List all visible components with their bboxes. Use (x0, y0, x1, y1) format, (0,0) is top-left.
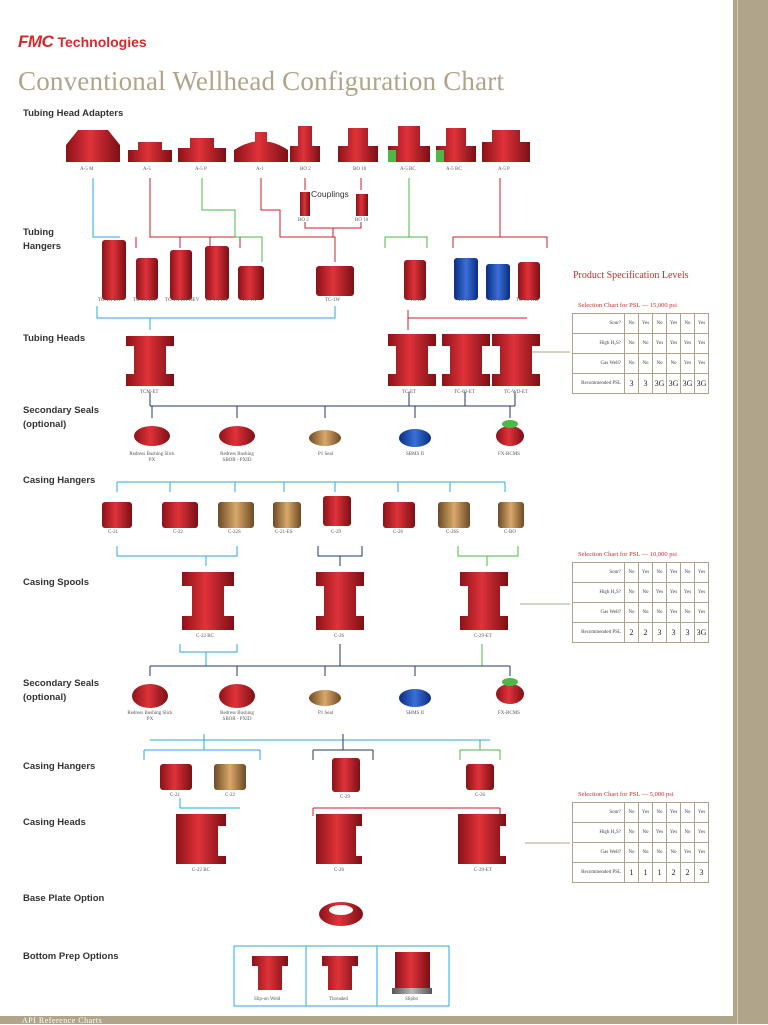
caption-adapter: A-1 (256, 167, 264, 172)
brand-mark: FMC (18, 32, 54, 51)
caption-seal: FX-BCMS (498, 452, 520, 457)
cell: 2 (667, 863, 681, 883)
cell: Yes (639, 563, 653, 583)
cell: Yes (667, 334, 681, 354)
cell: No (625, 603, 639, 623)
cell: No (639, 583, 653, 603)
caption-seal: Redress Bushing Slick PX (129, 452, 175, 463)
psl-title: Product Specification Levels (573, 270, 689, 281)
caption-adapter: BO 2 (300, 167, 311, 172)
caption-casing-hanger: C-22 (173, 530, 183, 535)
caption-casing-hanger-b: C-21 (170, 793, 180, 798)
footer-text: API Reference Charts (22, 1016, 103, 1025)
caption-casing-hanger: C-29 (331, 530, 341, 535)
caption-tubing-hanger: TC-1A-EN-HEV (165, 298, 200, 303)
cell: No (639, 843, 653, 863)
caption-tubing-hanger: TC-BC (458, 298, 473, 303)
label-tubing-heads: Tubing Heads (23, 333, 86, 344)
bottom-prep-parts (252, 952, 432, 994)
row-label: Sour? (573, 563, 625, 583)
row-label: Gas Well? (573, 843, 625, 863)
cell: 3G (681, 374, 695, 394)
cell: 2 (639, 623, 653, 643)
tubing-head-row (126, 334, 540, 386)
cell: No (653, 563, 667, 583)
cell: 2 (625, 623, 639, 643)
cell: Yes (695, 334, 709, 354)
label-secondary-seals-b-optional: (optional) (23, 692, 67, 703)
cell: No (681, 563, 695, 583)
caption-tubing-hanger: TC-1A-EN (205, 298, 228, 303)
casing-hanger-row-b (160, 758, 494, 792)
psl-table-10000 (572, 562, 709, 643)
caption-adapter: A-5 BC (400, 167, 416, 172)
caption-adapter: BO 10 (353, 167, 367, 172)
adapter-a5p (178, 138, 226, 162)
cell: Yes (695, 563, 709, 583)
caption-casing-hanger: C-26 (393, 530, 403, 535)
caption-adapter: A-5 P (195, 167, 207, 172)
cell: 3 (667, 623, 681, 643)
row-label: Recommended PSL (573, 863, 625, 883)
cell: 3 (653, 623, 667, 643)
cell: Yes (695, 803, 709, 823)
page-title: Conventional Wellhead Configuration Chart (18, 66, 505, 96)
cell: Yes (667, 823, 681, 843)
cell: Yes (639, 803, 653, 823)
seal-row-a (134, 420, 524, 447)
cell: 3 (625, 374, 639, 394)
cell: No (653, 314, 667, 334)
casing-spool-row (182, 572, 508, 630)
row-label: Sour? (573, 314, 625, 334)
caption-casing-head: C-22 BC (192, 868, 210, 873)
cell: Yes (667, 803, 681, 823)
cell: No (639, 354, 653, 374)
caption-bottom-prep: Slip-on Weld (254, 997, 281, 1002)
cell: No (625, 843, 639, 863)
cell: No (667, 843, 681, 863)
adapter-bo10 (338, 128, 378, 162)
adapter-a1 (234, 132, 288, 162)
label-casing-hangers-b: Casing Hangers (23, 761, 96, 772)
caption-seal: Redress Bushing SBOR - PXID (220, 452, 254, 463)
cell: 3 (681, 623, 695, 643)
caption-casing-hanger: C-21 (108, 530, 118, 535)
cell: 3G (653, 374, 667, 394)
caption-tubing-hanger: TC-1A (242, 298, 257, 303)
caption-casing-head: C-29-ET (474, 868, 492, 873)
cell: No (625, 334, 639, 354)
label-tubing-hangers-2: Hangers (23, 241, 62, 252)
adapter-a5 (128, 142, 172, 162)
caption-tubing-hanger: TC-60 (490, 298, 504, 303)
adapter-a5bc-2 (436, 128, 476, 162)
cell: Yes (653, 823, 667, 843)
brand-word: Technologies (57, 34, 147, 50)
cell: No (639, 334, 653, 354)
cell: No (625, 583, 639, 603)
caption-tubing-hanger: TC-60 WD (516, 298, 539, 303)
caption-tubing-hanger: TC-1A-EN (133, 298, 156, 303)
cell: Yes (639, 314, 653, 334)
caption-adapter: A-5 BC (446, 167, 462, 172)
row-label: Gas Well? (573, 354, 625, 374)
psl-table-title: Selection Chart for PSL — 5,000 psi (578, 791, 674, 798)
cell: No (653, 803, 667, 823)
row-label: Recommended PSL (573, 623, 625, 643)
cell: Yes (695, 823, 709, 843)
psl-table-15000 (572, 313, 709, 394)
cell: 1 (625, 863, 639, 883)
label-casing-spools: Casing Spools (23, 577, 89, 588)
caption-adapter: A-5 P (498, 167, 510, 172)
label-secondary-seals-b: Secondary Seals (23, 678, 100, 689)
cell: Yes (681, 334, 695, 354)
cell: Yes (667, 583, 681, 603)
seal-row-b (132, 678, 524, 708)
base-plate (319, 902, 363, 926)
cell: Yes (667, 603, 681, 623)
cell: No (681, 803, 695, 823)
cell: Yes (667, 563, 681, 583)
cell: Yes (681, 583, 695, 603)
caption-casing-hanger: C-22S (228, 530, 241, 535)
cell: No (625, 803, 639, 823)
label-secondary-seals: Secondary Seals (23, 405, 100, 416)
cell: 1 (639, 863, 653, 883)
caption-casing-head: C-26 (334, 868, 344, 873)
caption-casing-hanger-b: C-26 (475, 793, 485, 798)
cell: No (681, 314, 695, 334)
label-base-plate: Base Plate Option (23, 893, 105, 904)
row-label: High H₂S? (573, 823, 625, 843)
caption-adapter: A-5 (143, 167, 151, 172)
cell: 3G (695, 623, 709, 643)
caption-tubing-hanger: TC-1A-EN (98, 298, 121, 303)
couplings-parts (300, 192, 368, 216)
adapter-bo2 (290, 126, 320, 162)
caption-seal-b: Redress Bushing Slick PX (127, 711, 173, 722)
caption-tubing-head: TCM-ET (140, 390, 159, 395)
cell: No (625, 314, 639, 334)
row-label: Sour? (573, 803, 625, 823)
casing-head-row (176, 814, 506, 864)
label-tubing-head-adapters: Tubing Head Adapters (23, 108, 124, 119)
psl-table-5000 (572, 802, 709, 883)
row-label: High H₂S? (573, 334, 625, 354)
cell: No (681, 823, 695, 843)
caption-seal: SBMS II (406, 452, 424, 457)
cell: Yes (695, 843, 709, 863)
cell: Yes (695, 583, 709, 603)
cell: Yes (667, 314, 681, 334)
caption-tubing-hanger: TC-BC (410, 298, 425, 303)
caption-casing-hanger: C-BO (504, 530, 516, 535)
adapter-a5bc-1 (388, 126, 430, 162)
cell: No (639, 603, 653, 623)
adapter-a5p-2 (482, 130, 530, 162)
caption-casing-spool: C-22 BC (196, 634, 214, 639)
label-casing-hangers: Casing Hangers (23, 475, 96, 486)
cell: Yes (681, 843, 695, 863)
casing-hanger-row-a (102, 496, 524, 528)
caption-casing-hanger: C-26S (446, 530, 459, 535)
cell: No (625, 823, 639, 843)
caption-tubing-head: TC-60-ET (454, 390, 475, 395)
cell: Yes (695, 354, 709, 374)
cell: 1 (653, 863, 667, 883)
label-tubing-hangers-1: Tubing (23, 227, 54, 238)
row-label: High H₂S? (573, 583, 625, 603)
caption-casing-spool: C-29-ET (474, 634, 492, 639)
caption-seal-b: Redress Bushing SBOR - PXID (220, 711, 254, 722)
caption-bottom-prep: Threaded (329, 997, 348, 1002)
caption-seal-b: SBMS II (406, 711, 424, 716)
caption-coupling: BO 2 (298, 218, 309, 223)
cell: No (625, 354, 639, 374)
cell: No (653, 603, 667, 623)
cell: Yes (695, 314, 709, 334)
cell: 3G (695, 374, 709, 394)
caption-casing-hanger-b: C-29 (340, 795, 350, 800)
cell: Yes (653, 583, 667, 603)
cell: Yes (695, 603, 709, 623)
cell: No (639, 823, 653, 843)
cell: No (681, 603, 695, 623)
label-bottom-prep: Bottom Prep Options (23, 951, 119, 962)
cell: No (667, 354, 681, 374)
cell: No (625, 563, 639, 583)
caption-tubing-head: TC-ET (402, 390, 417, 395)
hanger-row (102, 240, 540, 300)
psl-table-title: Selection Chart for PSL — 10,000 psi (578, 551, 677, 558)
caption-bottom-prep: Slipbo (405, 997, 419, 1002)
caption-casing-spool: C-26 (334, 634, 344, 639)
label-casing-heads: Casing Heads (23, 817, 86, 828)
row-label: Recommended PSL (573, 374, 625, 394)
cell: 3 (639, 374, 653, 394)
psl-table-title: Selection Chart for PSL — 15,000 psi (578, 302, 677, 309)
caption-tubing-head: TC-WD-ET (504, 390, 529, 395)
caption-tubing-hanger: TC-1W (325, 298, 341, 303)
cell: 3G (667, 374, 681, 394)
cell: No (653, 843, 667, 863)
adapter-row (66, 126, 530, 162)
caption-casing-hanger-b: C-22 (225, 793, 235, 798)
caption-casing-hanger: C-21-ES (275, 530, 293, 535)
cell: 3 (695, 863, 709, 883)
adapter-a5m (66, 130, 120, 162)
couplings-label: Couplings (311, 189, 349, 199)
cell: Yes (653, 334, 667, 354)
caption-seal: P1 Seal (318, 452, 334, 457)
caption-coupling: BO 10 (355, 218, 369, 223)
caption-seal-b: FX-BCMS (498, 711, 520, 716)
side-band (733, 0, 768, 1024)
label-secondary-seals-optional: (optional) (23, 419, 67, 430)
cell: Yes (681, 354, 695, 374)
caption-adapter: A-5 M (80, 167, 94, 172)
caption-seal-b: P1 Seal (318, 711, 334, 716)
row-label: Gas Well? (573, 603, 625, 623)
cell: 2 (681, 863, 695, 883)
cell: No (653, 354, 667, 374)
